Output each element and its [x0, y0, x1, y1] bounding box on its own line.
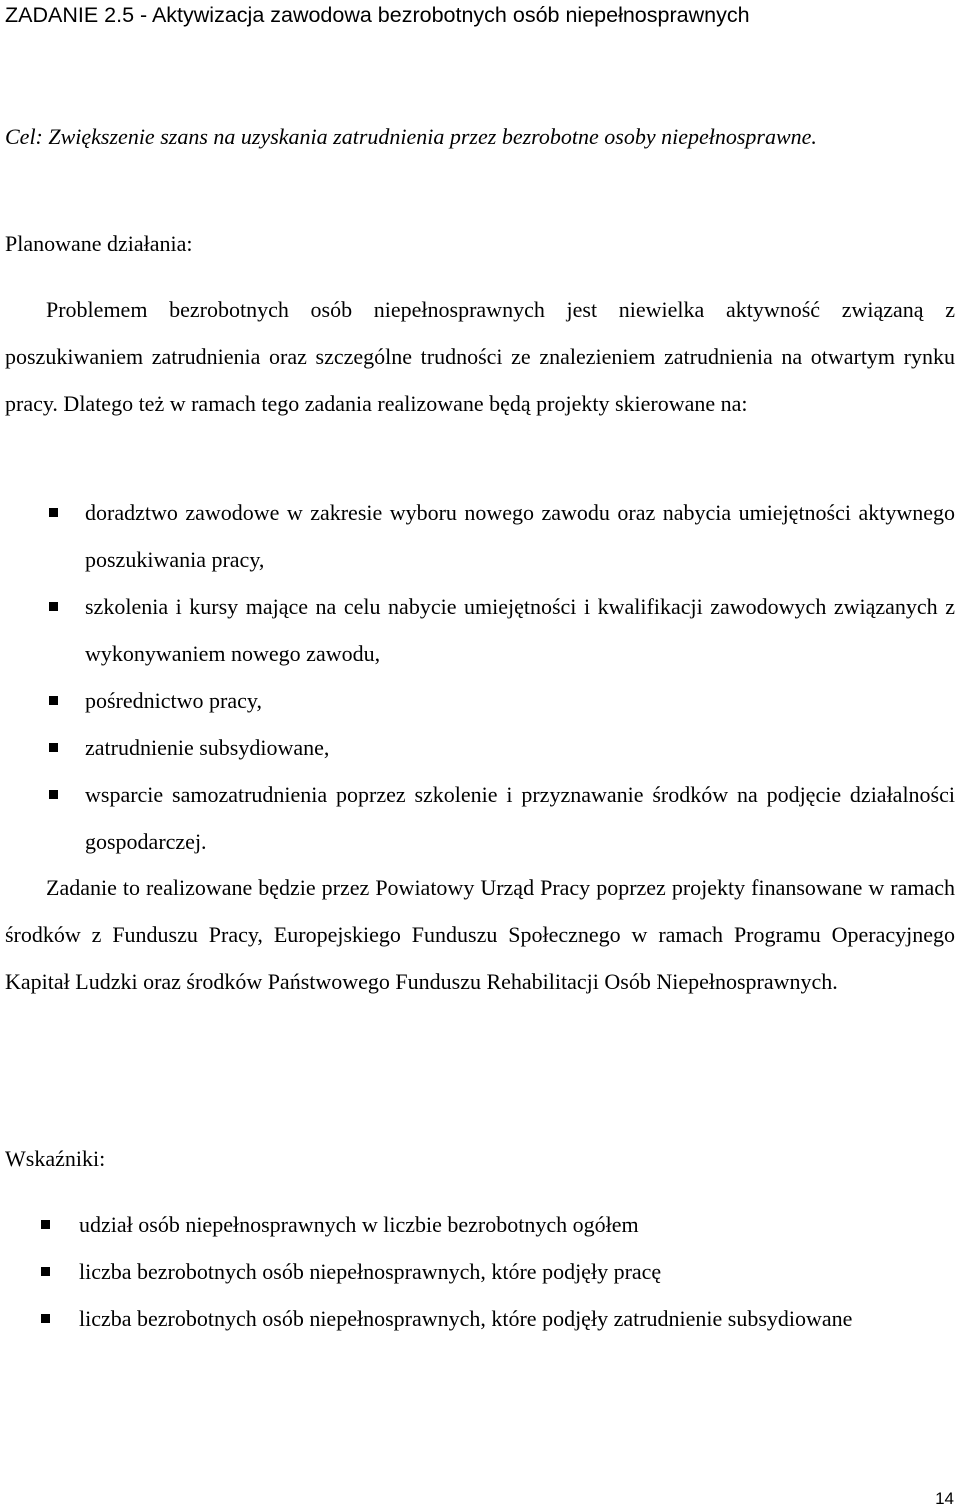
- square-bullet-icon: [49, 602, 58, 611]
- square-bullet-icon: [49, 696, 58, 705]
- square-bullet-icon: [41, 1314, 50, 1323]
- problem-paragraph: Problemem bezrobotnych osób niepełnosprawnych jest niewielka aktywność związaną z poszukiwaniem zatrudnienia oraz szczególne trudności ze znalezieniem zatrudnienia na otwartym rynku pracy. Dlatego też w ramach tego zadania realizowane będą projekty skierowane na:: [5, 297, 955, 416]
- list-item: pośrednictwo pracy,: [85, 677, 955, 724]
- square-bullet-icon: [49, 790, 58, 799]
- indicators-list: [79, 1201, 955, 1342]
- square-bullet-icon: [49, 508, 58, 517]
- square-bullet-icon: [41, 1220, 50, 1229]
- actions-list: [85, 489, 955, 865]
- task-heading: ZADANIE 2.5 - Aktywizacja zawodowa bezrobotnych osób niepełnosprawnych: [5, 3, 750, 27]
- list-item: szkolenia i kursy mające na celu nabycie umiejętności i kwalifikacji zawodowych związanych z wykonywaniem nowego zawodu,: [85, 583, 955, 677]
- goal-text: Cel: Zwiększenie szans na uzyskania zatrudnienia przez bezrobotne osoby niepełnosprawne.: [5, 124, 817, 149]
- list-item: liczba bezrobotnych osób niepełnosprawnych, które podjęły zatrudnienie subsydiowane: [79, 1295, 955, 1342]
- list-item: zatrudnienie subsydiowane,: [85, 724, 955, 771]
- square-bullet-icon: [41, 1267, 50, 1276]
- page-number: 14: [935, 1489, 954, 1508]
- list-item: doradztwo zawodowe w zakresie wyboru nowego zawodu oraz nabycia umiejętności aktywnego poszukiwania pracy,: [85, 489, 955, 583]
- indicators-heading: Wskaźniki:: [5, 1146, 106, 1171]
- list-item: udział osób niepełnosprawnych w liczbie bezrobotnych ogółem: [79, 1201, 955, 1248]
- planned-actions-heading: Planowane działania:: [5, 231, 193, 256]
- list-item: wsparcie samozatrudnienia poprzez szkolenie i przyznawanie środków na podjęcie działalności gospodarczej.: [85, 771, 955, 865]
- funding-paragraph: Zadanie to realizowane będzie przez Powiatowy Urząd Pracy poprzez projekty finansowane w ramach środków z Funduszu Pracy, Europejskiego Funduszu Społecznego w ramach Programu Operacyjnego Kapitał Ludzki oraz środków Państwowego Funduszu Rehabilitacji Osób Niepełnosprawnych.: [5, 875, 955, 994]
- list-item: liczba bezrobotnych osób niepełnosprawnych, które podjęły pracę: [79, 1248, 955, 1295]
- square-bullet-icon: [49, 743, 58, 752]
